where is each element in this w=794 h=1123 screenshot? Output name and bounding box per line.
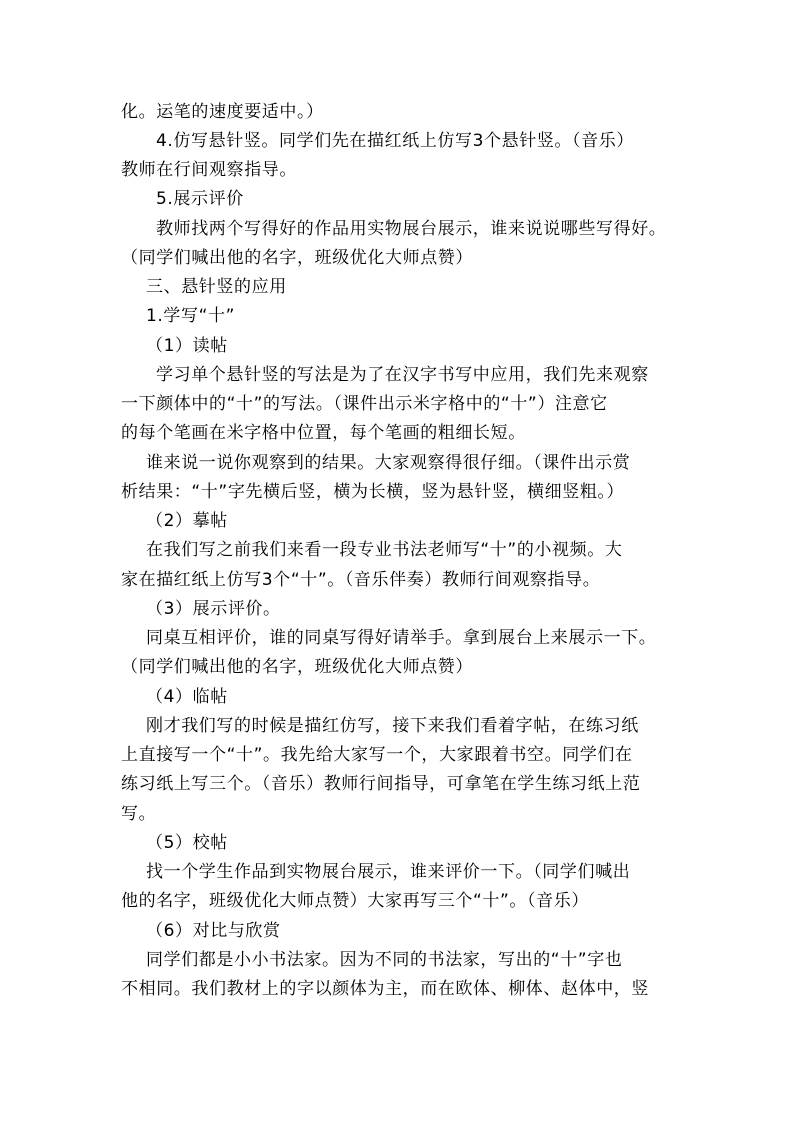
text-line-8: 1.学写“十” xyxy=(146,306,236,326)
text-line-14: 析结果：“十”字先横后竖，横为长横，竖为悬针竖，横细竖粗。） xyxy=(121,482,625,502)
text-line-28: 他的名字，班级优化大师点赞）大家再写三个“十”。（音乐） xyxy=(121,891,589,911)
text-line-11: 一下颜体中的“十”的写法。（课件出示米字格中的“十”）注意它 xyxy=(121,394,608,414)
text-line-17: 家在描红纸上仿写3个“十”。（音乐伴奏）教师行间观察指导。 xyxy=(121,570,601,590)
text-line-19: 同桌互相评价，谁的同桌写得好请举手。拿到展台上来展示一下。 xyxy=(146,628,657,648)
text-line-24: 练习纸上写三个。（音乐）教师行间指导，可拿笔在学生练习纸上范 xyxy=(121,774,641,794)
text-line-13: 谁来说一说你观察到的结果。大家观察得很仔细。（课件出示赏 xyxy=(146,453,631,473)
text-line-5: 教师找两个写得好的作品用实物展台展示，谁来说说哪些写得好。 xyxy=(156,219,667,239)
text-line-29: （6）对比与欣赏 xyxy=(146,921,281,941)
text-line-16: 在我们写之前我们来看一段专业书法老师写“十”的小视频。大 xyxy=(146,540,623,560)
text-line-31: 不相同。我们教材上的字以颜体为主，而在欧体、柳体、赵体中，竖 xyxy=(121,979,649,999)
text-line-6: （同学们喊出他的名字，班级优化大师点赞） xyxy=(121,248,473,268)
text-line-3: 教师在行间观察指导。 xyxy=(121,160,297,180)
text-line-9: （1）读帖 xyxy=(146,336,228,356)
text-line-12: 的每个笔画在米字格中位置，每个笔画的粗细长短。 xyxy=(121,423,526,443)
text-line-27: 找一个学生作品到实物展台展示，谁来评价一下。（同学们喊出 xyxy=(146,862,631,882)
text-line-18: （3）展示评价。 xyxy=(146,599,281,619)
text-line-2: 4.仿写悬针竖。同学们先在描红纸上仿写3个悬针竖。（音乐） xyxy=(156,131,634,151)
text-line-7: 三、悬针竖的应用 xyxy=(146,277,287,297)
text-line-15: （2）摹帖 xyxy=(146,511,228,531)
text-line-21: （4）临帖 xyxy=(146,687,228,707)
text-line-20: （同学们喊出他的名字，班级优化大师点赞） xyxy=(121,657,473,677)
text-line-22: 刚才我们写的时候是描红仿写，接下来我们看着字帖，在练习纸 xyxy=(146,716,639,736)
text-line-25: 写。 xyxy=(121,804,157,824)
text-line-26: （5）校帖 xyxy=(146,833,228,853)
text-line-30: 同学们都是小小书法家。因为不同的书法家，写出的“十”字也 xyxy=(146,950,623,970)
text-line-10: 学习单个悬针竖的写法是为了在汉字书写中应用，我们先来观察 xyxy=(156,365,649,385)
text-line-23: 上直接写一个“十”。我先给大家写一个，大家跟着书空。同学们在 xyxy=(121,745,633,765)
text-line-1: 化。运笔的速度要适中。） xyxy=(121,102,324,122)
text-line-4: 5.展示评价 xyxy=(156,189,244,209)
